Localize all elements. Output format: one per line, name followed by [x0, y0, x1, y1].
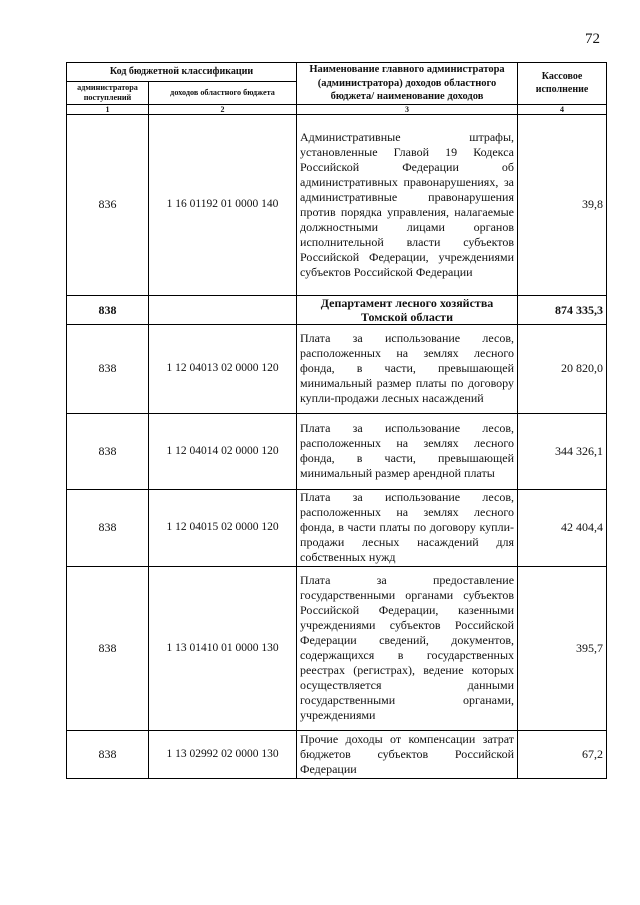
- admin-code-cell: 838: [67, 489, 149, 566]
- page-number: 72: [585, 31, 600, 47]
- header-administrator-name: Наименование главного администратора (администратора) доходов областного бюджета/ наименование доходов: [297, 63, 518, 105]
- department-row: [67, 295, 607, 324]
- income-name-cell: Плата за использование лесов, расположенных на землях лесного фонда, в части, превышающей минимальный размер платы по договору купли-продажи лесных насаждений: [297, 324, 518, 413]
- income-name-cell: Плата за использование лесов, расположенных на землях лесного фонда, в части платы по договору купли-продажи лесных насаждений для собственных нужд: [297, 489, 518, 566]
- income-name-cell: Административные штрафы, установленные Главой 19 Кодекса Российской Федерации об административных правонарушениях, за административные правонарушения против порядка управления, налагаемые должностными лицами органов исполнительной власти субъектов Российской Федерации, учреждениями субъектов Российской Федерации: [297, 114, 518, 295]
- column-number: 3: [297, 104, 518, 114]
- amount-cell: 67,2: [518, 730, 607, 778]
- amount-cell: 20 820,0: [518, 324, 607, 413]
- header-regional-budget-income: доходов областного бюджета: [149, 81, 297, 104]
- table-row: [67, 324, 607, 413]
- header-admin-of-receipts: администратора поступлений: [67, 81, 149, 104]
- table-row: [67, 730, 607, 778]
- admin-code-cell: 838: [67, 730, 149, 778]
- income-code-cell: 1 12 04014 02 0000 120: [149, 413, 297, 489]
- income-code-cell: 1 12 04013 02 0000 120: [149, 324, 297, 413]
- income-code-cell: 1 13 02992 02 0000 130: [149, 730, 297, 778]
- income-name-cell: Прочие доходы от компенсации затрат бюджетов субъектов Российской Федерации: [297, 730, 518, 778]
- table-row: [67, 413, 607, 489]
- header-budget-classification-code: Код бюджетной классификации: [67, 63, 297, 82]
- admin-code-cell: 838: [67, 566, 149, 730]
- admin-code-cell: 838: [67, 413, 149, 489]
- income-code-cell: 1 12 04015 02 0000 120: [149, 489, 297, 566]
- amount-cell: 39,8: [518, 114, 607, 295]
- admin-code-cell: 836: [67, 114, 149, 295]
- amount-cell: 344 326,1: [518, 413, 607, 489]
- income-code-cell: 1 16 01192 01 0000 140: [149, 114, 297, 295]
- header-row-numbers: [67, 104, 607, 114]
- amount-cell: 395,7: [518, 566, 607, 730]
- income-name-cell: Плата за использование лесов, расположенных на землях лесного фонда, в части, превышающей минимальный размер арендной платы: [297, 413, 518, 489]
- header-row-top: [67, 63, 607, 82]
- income-name-cell: Плата за предоставление государственными органами субъектов Российской Федерации, казенными учреждениями субъектов Российской Федерации сведений, документов, содержащихся в государственных реестрах (регистрах), ведение которых осуществляется данными государственными органами, учреждениями: [297, 566, 518, 730]
- table-row: [67, 566, 607, 730]
- department-name-cell: Департамент лесного хозяйства Томской области: [297, 295, 518, 324]
- column-number: 2: [149, 104, 297, 114]
- amount-cell: 874 335,3: [518, 295, 607, 324]
- admin-code-cell: 838: [67, 324, 149, 413]
- amount-cell: 42 404,4: [518, 489, 607, 566]
- income-code-cell: [149, 295, 297, 324]
- table-row: [67, 489, 607, 566]
- table-row: [67, 114, 607, 295]
- admin-code-cell: 838: [67, 295, 149, 324]
- column-number: 1: [67, 104, 149, 114]
- header-cash-execution: Кассовое исполнение: [518, 63, 607, 105]
- budget-classification-table: [66, 62, 607, 779]
- income-code-cell: 1 13 01410 01 0000 130: [149, 566, 297, 730]
- column-number: 4: [518, 104, 607, 114]
